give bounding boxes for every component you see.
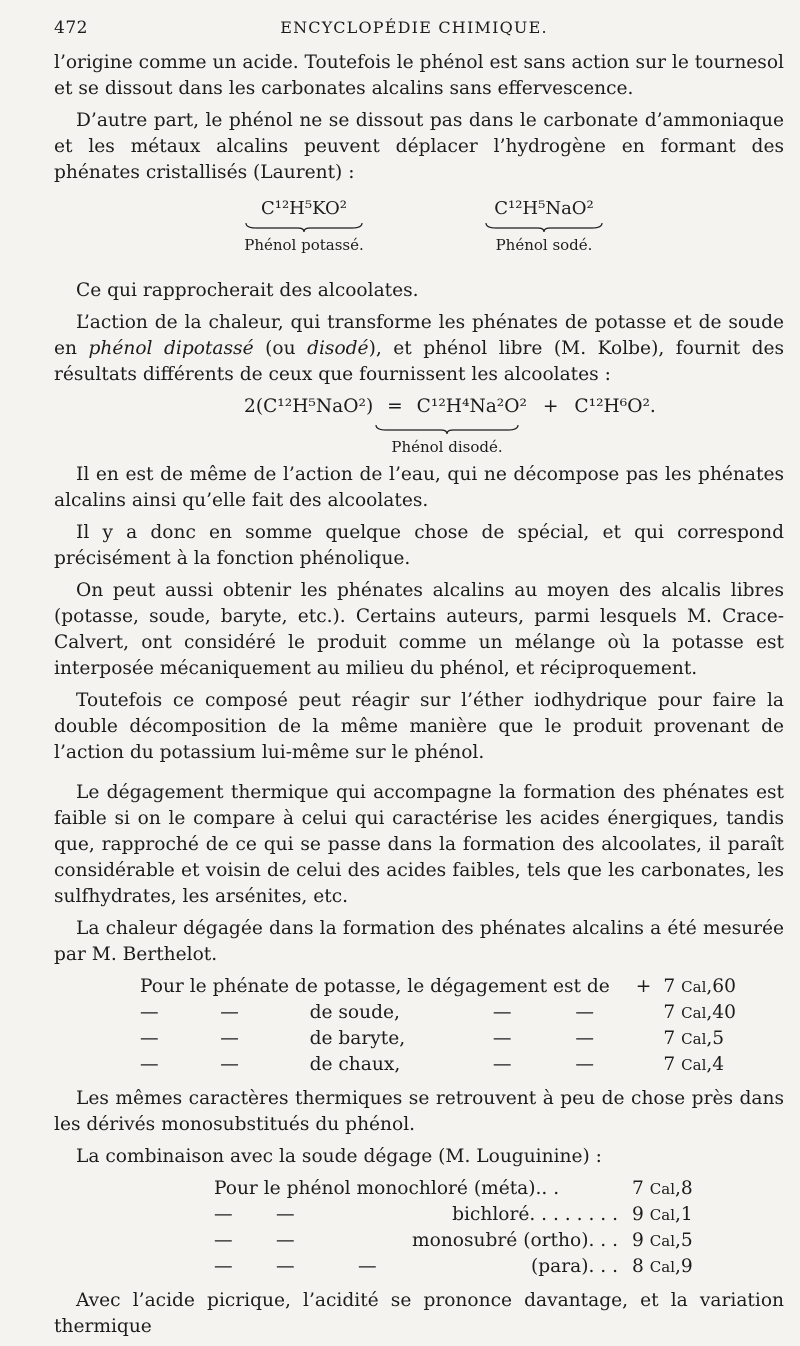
table-cell: Pour le phénol monochloré (méta).. . [214, 1178, 560, 1199]
brace-icon [244, 222, 364, 232]
formula-phenol-potasse [244, 196, 364, 258]
table-cell: — [214, 1204, 233, 1225]
heat-table-soude [214, 1176, 693, 1280]
table-row [214, 1176, 693, 1202]
table-cell: — [492, 1002, 512, 1023]
table-cell: — [276, 1256, 295, 1277]
table-cell-value: 7 Cal,5 [663, 1028, 725, 1049]
table-cell: — [220, 1054, 239, 1075]
table-cell-value: 7 Cal,8 [632, 1178, 693, 1199]
table-cell: — [575, 1054, 594, 1075]
table-cell: — [492, 1028, 512, 1049]
table-cell: — [220, 1028, 239, 1049]
table-row [214, 1254, 693, 1280]
table-cell: — [214, 1256, 233, 1277]
table-cell: de chaux, [309, 1054, 401, 1075]
formula-label: Phénol sodé. [495, 236, 593, 254]
page-header [52, 18, 776, 42]
paragraph: Le dégagement thermique qui accompagne la formation des phénates est faible si on le compare à celui qui caractérise les acides énergiques, tandis que, rapproché de ce qui se passe dans la formation des alcoolates, il paraît considérable et voisin de celui des acides faibles, tels que les carbonates, les sulfhydrates, les arsénites, etc. [54, 782, 784, 907]
table-cell-value: 7 Cal,4 [663, 1054, 725, 1075]
formula-pair [54, 192, 784, 272]
table-cell: de baryte, [309, 1028, 406, 1049]
table-row [140, 974, 736, 1000]
table-cell: — [214, 1230, 233, 1251]
equation-product: C¹²H⁶O². [574, 396, 656, 417]
page-body [54, 50, 784, 1346]
table-cell: — [140, 1002, 159, 1023]
paragraph: Avec l’acide picrique, l’acidité se prononce davantage, et la variation thermique [54, 1290, 784, 1337]
table-cell: de soude, [309, 1002, 400, 1023]
table-row [214, 1228, 693, 1254]
table-cell: — [140, 1028, 159, 1049]
table-row [140, 1000, 736, 1026]
equation-label: Phénol disodé. [391, 438, 503, 456]
table-row [140, 1026, 736, 1052]
table-cell: bichloré. . . . . . . . [452, 1204, 619, 1225]
paragraph: Il en est de même de l’action de l’eau, qui ne décompose pas les phénates alcalins ainsi qu’elle fait des alcoolates. [54, 464, 784, 511]
italic-text: disodé [307, 338, 369, 359]
brace-icon [484, 222, 604, 232]
table-cell: + [635, 976, 652, 997]
equation-lhs: 2(C¹²H⁵NaO²) [244, 396, 374, 417]
equation-plus: + [542, 396, 559, 417]
paragraph: l’origine comme un acide. Toutefois le phénol est sans action sur le tournesol et se dissout dans les carbonates alcalins sans effervescence. [54, 52, 784, 99]
formula: C¹²H⁵KO² [260, 198, 348, 219]
paragraph: Toutefois ce composé peut réagir sur l’éther iodhydrique pour faire la double décomposition de la même manière que le produit provenant de l’action du potassium lui-même sur le phénol. [54, 690, 784, 763]
equation-line [244, 394, 656, 420]
formula: C¹²H⁵NaO² [494, 198, 594, 219]
paragraph: Les mêmes caractères thermiques se retrouvent à peu de chose près dans les dérivés monosubstitués du phénol. [54, 1088, 784, 1135]
italic-text: phénol dipotassé [88, 338, 254, 359]
heat-table-phenates [140, 974, 736, 1078]
table-cell: monosubré (ortho). . . [412, 1230, 619, 1251]
page-number: 472 [54, 18, 88, 38]
running-title: ENCYCLOPÉDIE CHIMIQUE. [280, 18, 548, 37]
equation [54, 394, 784, 456]
equation-underbrace [374, 424, 520, 460]
paragraph: On peut aussi obtenir les phénates alcalins au moyen des alcalis libres (potasse, soude, baryte, etc.). Certains auteurs, parmi lesquels M. Crace-Calvert, ont considéré le produit comme un mélange où la potasse est interposée mécaniquement au milieu du phénol, et réciproquement. [54, 580, 784, 679]
paragraph: La combinaison avec la soude dégage (M. Louguinine) : [76, 1146, 602, 1167]
brace-icon [374, 424, 520, 434]
table-cell: Pour le phénate de potasse, le dégagement est de [140, 976, 610, 997]
formula-phenol-sode [484, 196, 604, 258]
formula-label: Phénol potassé. [244, 236, 364, 254]
table-cell: (para). . . [530, 1256, 619, 1277]
table-cell-value: 9 Cal,1 [632, 1204, 693, 1225]
table-cell-value: 8 Cal,9 [632, 1256, 693, 1277]
table-cell: — [220, 1002, 239, 1023]
table-row [140, 1052, 736, 1078]
table-row [214, 1202, 693, 1228]
table-cell: — [575, 1002, 594, 1023]
equation-equals: = [387, 396, 403, 417]
table-cell-value: 9 Cal,5 [632, 1230, 693, 1251]
table-cell: — [358, 1256, 377, 1277]
table-cell-value: 7 Cal,60 [663, 976, 736, 997]
paragraph: Il y a donc en somme quelque chose de spécial, et qui correspond précisément à la fonction phénolique. [54, 522, 784, 569]
paragraph: La chaleur dégagée dans la formation des phénates alcalins a été mesurée par M. Berthelot. [54, 918, 784, 965]
table-cell: — [575, 1028, 594, 1049]
paragraph: D’autre part, le phénol ne se dissout pas dans le carbonate d’ammoniaque et les métaux alcalins peuvent déplacer l’hydrogène en formant des phénates cristallisés (Laurent) : [54, 110, 784, 183]
table-cell: — [276, 1204, 295, 1225]
text: L’action de la chaleur, qui transforme les phénates de potasse et de soude en [54, 312, 784, 359]
paragraph: Ce qui rapprocherait des alcoolates. [76, 280, 419, 301]
table-cell: — [140, 1054, 159, 1075]
table-cell: — [276, 1230, 295, 1251]
text: (ou [253, 338, 308, 359]
equation-product: C¹²H⁴Na²O² [416, 396, 527, 417]
table-cell-value: 7 Cal,40 [663, 1002, 736, 1023]
text: ), et phénol libre (M. Kolbe), fournit des résultats différents de ceux que fournissent les alcoolates : [54, 338, 785, 385]
table-cell: — [492, 1054, 512, 1075]
paragraph [54, 310, 784, 388]
